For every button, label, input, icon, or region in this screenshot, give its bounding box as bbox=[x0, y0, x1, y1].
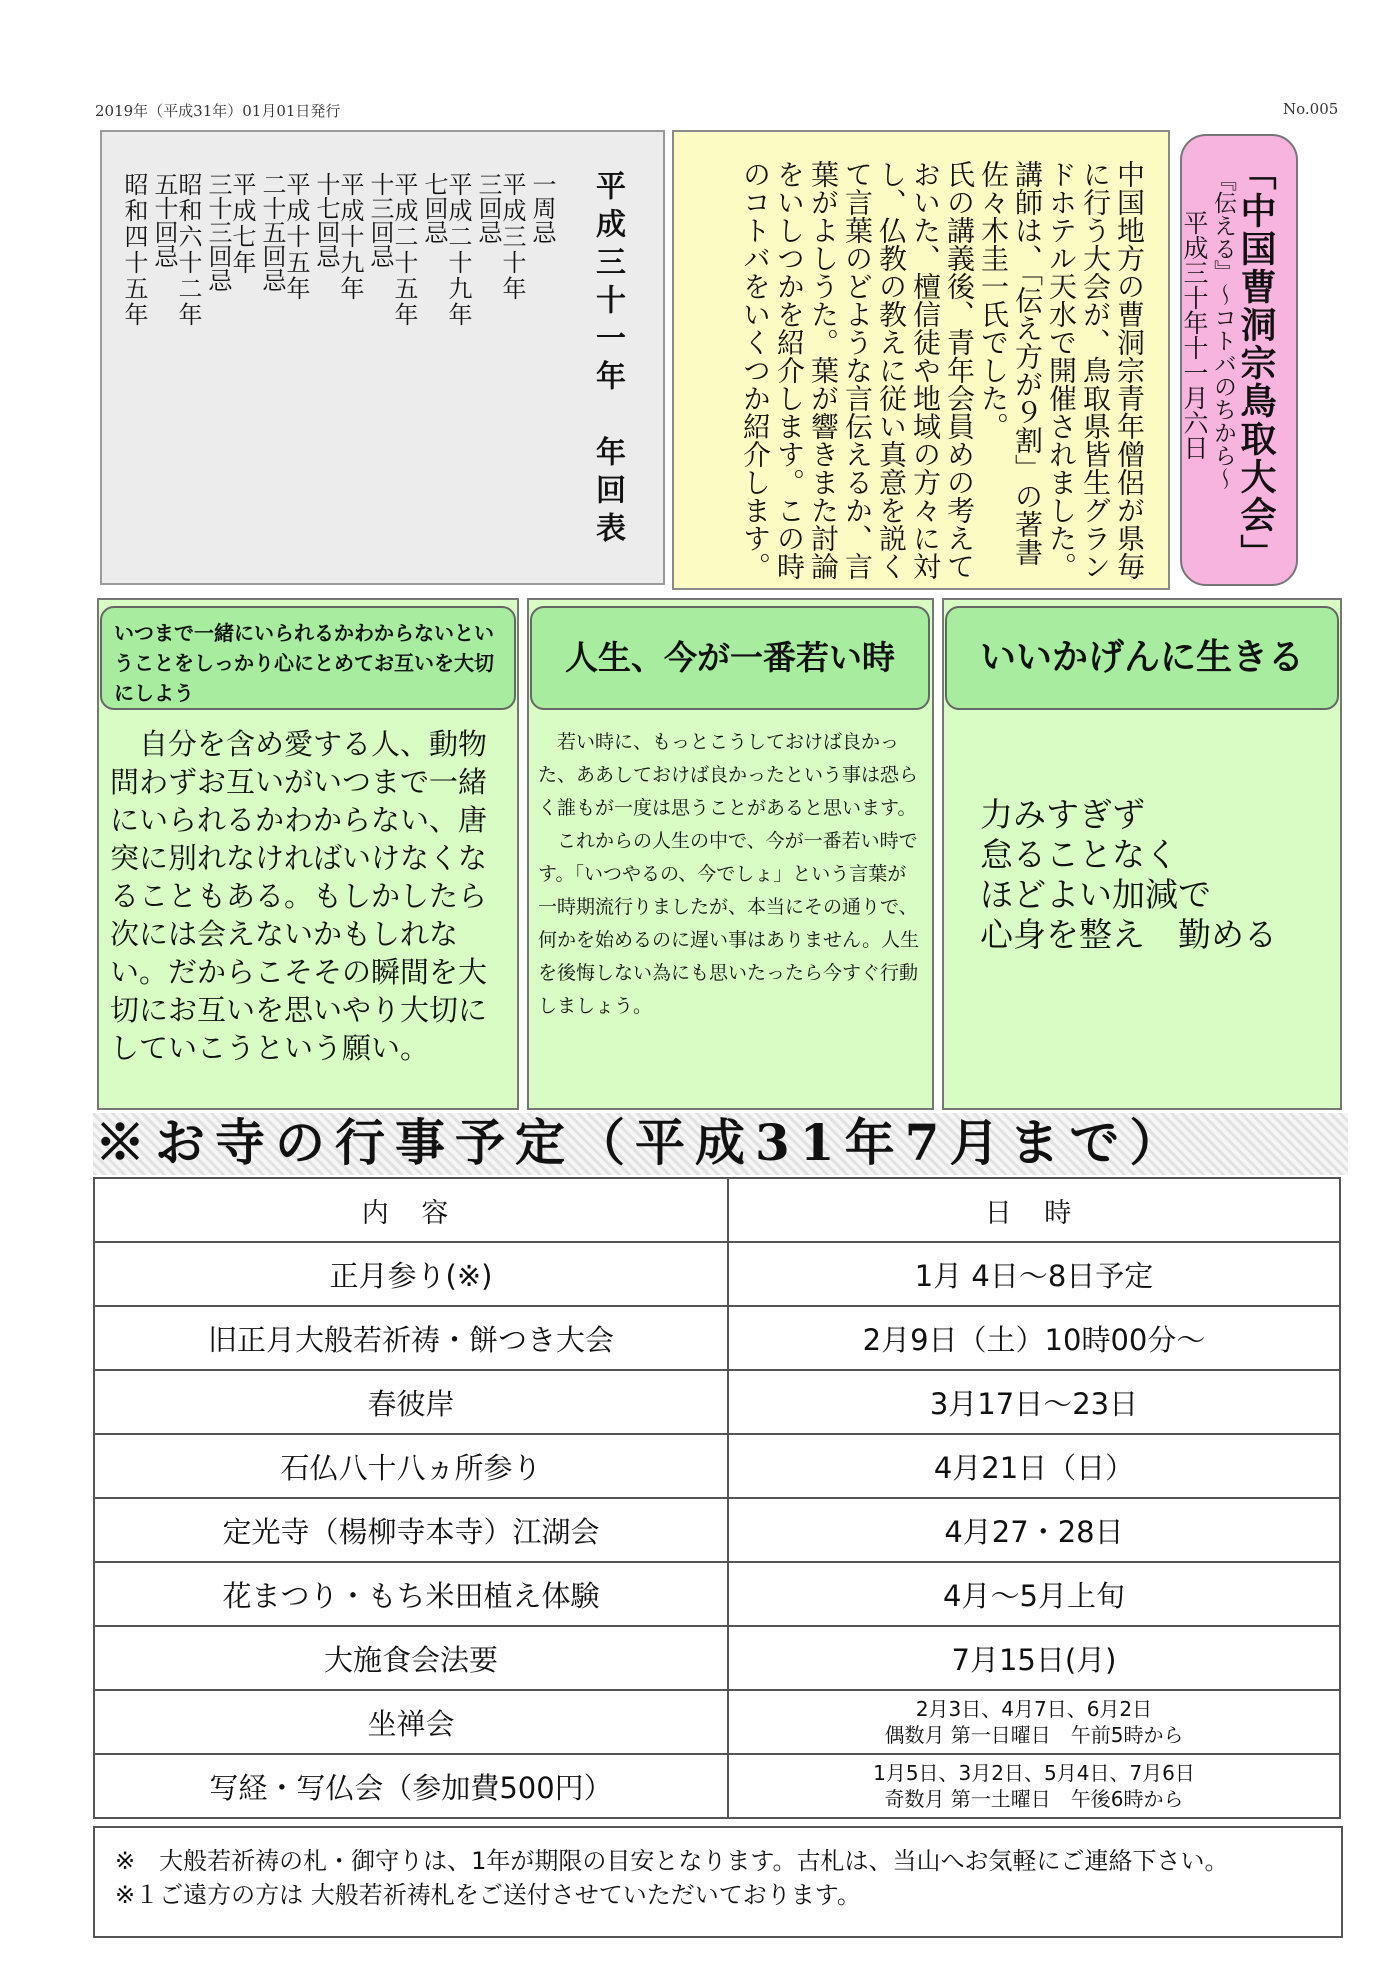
memorial-year: 平成十五年 bbox=[282, 172, 310, 302]
memorial-row bbox=[281, 172, 341, 372]
date-line: 奇数月 第一土曜日 午後6時から bbox=[884, 1787, 1184, 1811]
date-cell: 7月15日(月) bbox=[728, 1626, 1340, 1690]
column-text bbox=[110, 725, 510, 1067]
column-heading: いつまで一緒にいられるかわからないということをしっかり心にとめてお互いを大切にしよう bbox=[100, 606, 516, 710]
event-cell: 花まつり・もち米田植え体験 bbox=[94, 1562, 728, 1626]
date-line: 1月5日、3月2日、5月4日、7月6日 bbox=[873, 1761, 1195, 1785]
schedule-title: ※お寺の行事予定（平成31年7月まで） bbox=[95, 1113, 1190, 1172]
header-cell: 内 容 bbox=[94, 1178, 728, 1242]
issue-number: No.005 bbox=[1283, 100, 1339, 118]
date-line: 2月3日、4月7日、6月2日 bbox=[915, 1697, 1153, 1721]
notes-box bbox=[93, 1826, 1343, 1938]
memorial-row bbox=[119, 172, 179, 372]
table-row bbox=[94, 1434, 1340, 1498]
memorial-name: 十七回忌 bbox=[312, 172, 340, 268]
event-cell: 定光寺（楊柳寺本寺）江湖会 bbox=[94, 1498, 728, 1562]
memorial-row bbox=[227, 172, 287, 372]
column-heading: 人生、今が一番若い時 bbox=[530, 606, 930, 710]
table-row bbox=[94, 1370, 1340, 1434]
date-cell: 3月17日～23日 bbox=[728, 1370, 1340, 1434]
memorial-year: 昭和六十二年 bbox=[174, 172, 202, 328]
event-cell: 石仏八十八ヵ所参り bbox=[94, 1434, 728, 1498]
memorial-year: 平成十九年 bbox=[336, 172, 364, 302]
article-paragraph: 氏の講義後、青年会員めの考えておいた、檀信徒や地域の方々に対し、仏教の教えに従い真意を説くて言葉のどような言伝えるか、言葉がよしうた。葉が響きまた討論をいしつかを紹介します。この時のコトバをいくつか紹介します。 bbox=[739, 160, 976, 580]
note-line: ※ 大般若祈祷の札・御守りは、1年が期限の目安となります。古札は、当山へお気軽にご連絡下さい。 bbox=[115, 1847, 1229, 1875]
schedule-table bbox=[93, 1177, 1341, 1819]
poem-line: 怠ることなく bbox=[980, 835, 1178, 874]
memorial-row bbox=[335, 172, 395, 372]
event-title: 「中国曹洞宗鳥取大会」 bbox=[1235, 154, 1277, 572]
event-cell: 写経・写仏会（参加費500円） bbox=[94, 1754, 728, 1818]
memorial-name: 三十三回忌 bbox=[204, 172, 232, 292]
table-header-row bbox=[94, 1178, 1340, 1242]
memorial-name: 十三回忌 bbox=[366, 172, 394, 268]
table-row bbox=[94, 1306, 1340, 1370]
memorial-row bbox=[389, 172, 449, 372]
memorial-title: 平成三十一年 年回表 bbox=[590, 170, 625, 550]
article-body bbox=[738, 160, 1146, 580]
date-cell: 4月27・28日 bbox=[728, 1498, 1340, 1562]
memorial-year: 昭和四十五年 bbox=[120, 172, 148, 328]
event-subtitle: 『伝える』～コトバのちから～ bbox=[1210, 168, 1236, 490]
memorial-row bbox=[497, 172, 557, 372]
date-cell: 4月21日（日） bbox=[728, 1434, 1340, 1498]
memorial-row bbox=[173, 172, 233, 372]
date-cell: 1月 4日～8日予定 bbox=[728, 1242, 1340, 1306]
column-paragraph: 自分を含め愛する人、動物問わずお互いがいつまで一緒にいられるかわからない、唐突に別れなければいけなくなることもある。もしかしたら次には会えないかもしれない。だからこそその瞬間を大切にお互いを思いやり大切にしていこうという願い。 bbox=[110, 727, 488, 1065]
memorial-table bbox=[100, 130, 665, 585]
event-title-box bbox=[1180, 134, 1298, 586]
table-row bbox=[94, 1562, 1340, 1626]
note-line: ※１ご遠方の方は 大般若祈祷札をご送付させていただいております。 bbox=[115, 1881, 861, 1909]
event-date: 平成三十年十一月六日 bbox=[1180, 210, 1209, 460]
memorial-name: 一周忌 bbox=[528, 172, 556, 244]
date-cell bbox=[728, 1754, 1340, 1818]
table-row bbox=[94, 1242, 1340, 1306]
column-text bbox=[980, 795, 1330, 955]
memorial-name: 三回忌 bbox=[474, 172, 502, 244]
table-row bbox=[94, 1690, 1340, 1754]
event-cell: 坐禅会 bbox=[94, 1690, 728, 1754]
poem-line: 力みすぎず bbox=[980, 795, 1145, 834]
memorial-year: 平成二十五年 bbox=[390, 172, 418, 328]
date-cell: 4月～5月上旬 bbox=[728, 1562, 1340, 1626]
table-row bbox=[94, 1498, 1340, 1562]
memorial-name: 七回忌 bbox=[420, 172, 448, 244]
memorial-name: 五十回忌 bbox=[150, 172, 178, 268]
event-cell: 大施食会法要 bbox=[94, 1626, 728, 1690]
memorial-year: 平成七年 bbox=[228, 172, 256, 276]
column-heading: いいかげんに生きる bbox=[945, 606, 1339, 710]
memorial-year: 平成二十九年 bbox=[444, 172, 472, 328]
column-paragraph: 若い時に、もっとこうしておけば良かった、ああしておけば良かったという事は恐らく誰もが一度は思うことがあると思います。 bbox=[538, 731, 919, 819]
column-text bbox=[538, 726, 924, 1023]
poem-line: ほどよい加減で bbox=[980, 875, 1211, 914]
poem-line: 心身を整え 勤める bbox=[980, 915, 1277, 954]
table-row bbox=[94, 1626, 1340, 1690]
issue-date: 2019年（平成31年）01月01日発行 bbox=[95, 102, 341, 120]
memorial-year: 平成三十年 bbox=[498, 172, 526, 302]
event-cell: 春彼岸 bbox=[94, 1370, 728, 1434]
table-row bbox=[94, 1754, 1340, 1818]
date-cell: 2月9日（土）10時00分～ bbox=[728, 1306, 1340, 1370]
date-line: 偶数月 第一日曜日 午前5時から bbox=[884, 1723, 1184, 1747]
column-paragraph: これからの人生の中で、今が一番若い時です。「いつやるの、今でしょ」という言葉が一時期流行りましたが、本当にその通りで、何かを始めるのに遅い事はありません。人生を後悔しない為にも思いたったら今すぐ行動しましょう。 bbox=[538, 830, 920, 1017]
memorial-name: 二十五回忌 bbox=[258, 172, 286, 292]
date-cell bbox=[728, 1690, 1340, 1754]
event-cell: 旧正月大般若祈祷・餅つき大会 bbox=[94, 1306, 728, 1370]
header-cell: 日 時 bbox=[728, 1178, 1340, 1242]
event-cell: 正月参り(※) bbox=[94, 1242, 728, 1306]
event-article bbox=[672, 130, 1170, 590]
memorial-row bbox=[443, 172, 503, 372]
article-paragraph: 中国地方の曹洞宗青年僧侶が県毎に行う大会が、鳥取県皆生グランドホテル天水で開催されました。講師は、「伝え方が９割」の著書 佐々木圭一氏でした。 bbox=[977, 160, 1146, 580]
